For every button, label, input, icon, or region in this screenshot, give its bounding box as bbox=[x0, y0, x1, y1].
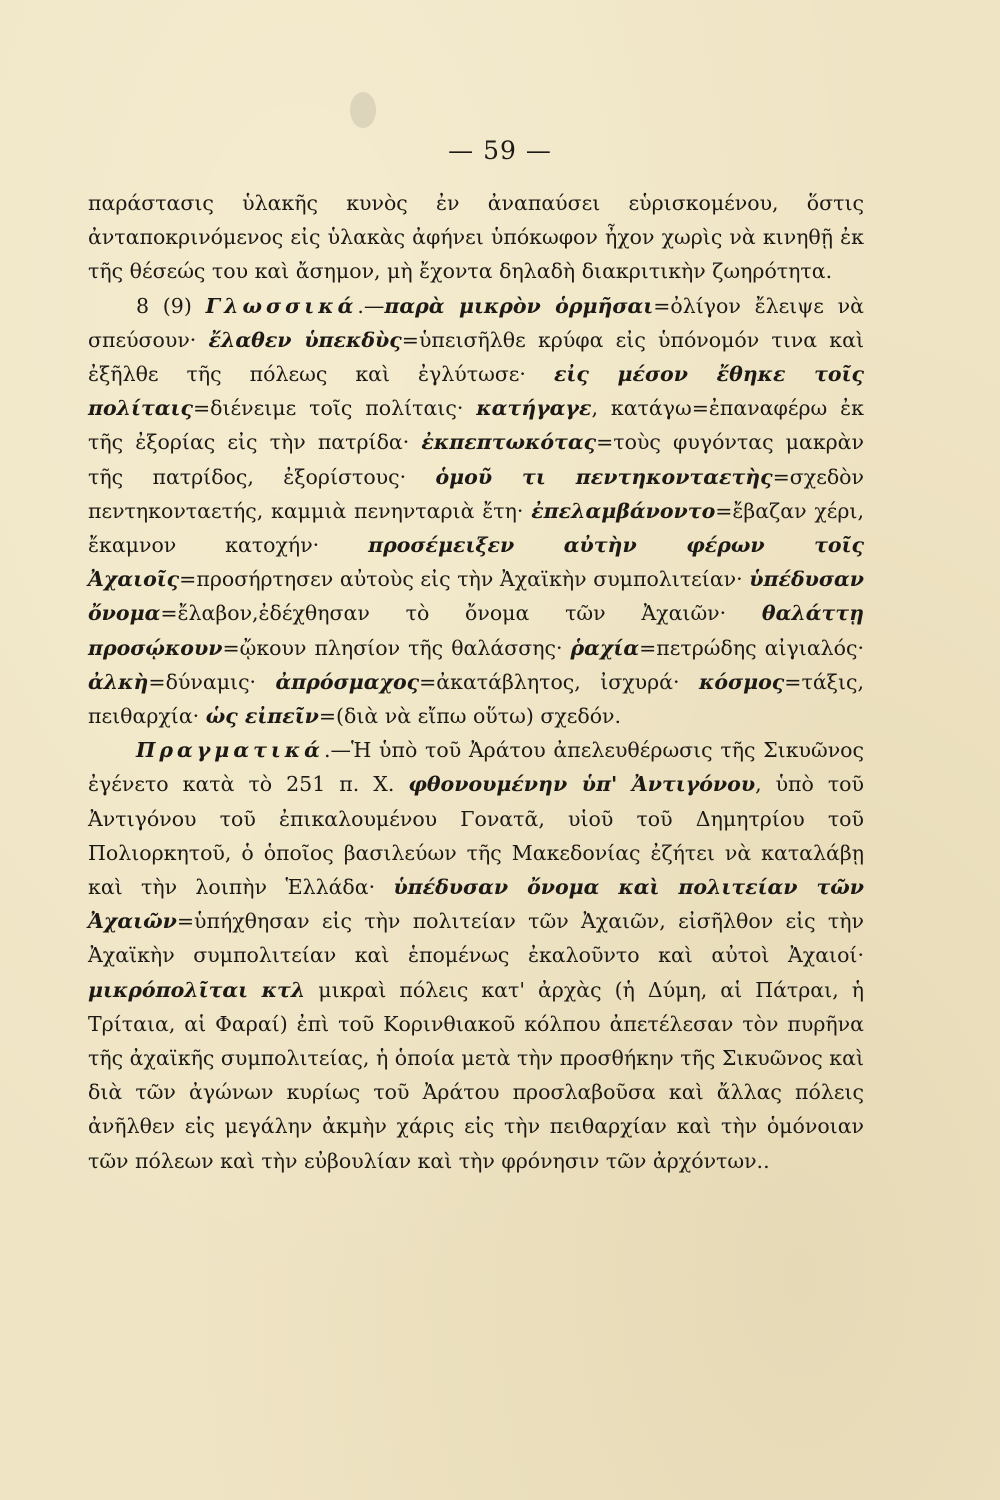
text-run: .—Ἡ ὑπὸ τοῦ Ἀράτου ἀπελευθέρωσις τῆς Σικυῶνος ἐγένετο κατὰ τὸ 251 π. Χ. bbox=[88, 738, 864, 797]
paragraph bbox=[88, 289, 864, 734]
text-run: , ὑπὸ τοῦ Ἀντιγόνου τοῦ ἐπικαλουμένου Γονατᾶ, υἱοῦ τοῦ Δημητρίου τοῦ Πολιορκητοῦ, ὁ ὁποῖος βασιλεύων τῆς Μακεδονίας ἐζήτει νὰ καταλάβῃ καὶ τὴν λοιπὴν Ἑλλάδα· bbox=[88, 772, 864, 900]
bold-term: κόσμος bbox=[698, 669, 785, 694]
text-run: =δύναμις· bbox=[148, 669, 276, 694]
bold-term: κατήγαγε bbox=[476, 396, 592, 421]
text-run: 8 (9) bbox=[136, 293, 206, 318]
text-run: =ὀλίγον ἔλειψε νὰ σπεύσουν· bbox=[88, 293, 864, 352]
bold-term: φθονουμένην ὑπ' Ἀντιγόνου bbox=[408, 772, 756, 797]
text-run: =ὑπήχθησαν εἰς τὴν πολιτείαν τῶν Ἀχαιῶν, εἰσῆλθον εἰς τὴν Ἀχαϊκὴν συμπολιτείαν καὶ ἑπομένως ἐκαλοῦντο καὶ αὐτοὶ Ἀχαιοί· bbox=[88, 909, 864, 968]
bold-term: Γλωσσικά bbox=[205, 293, 358, 318]
bold-term: θαλάττῃ προσῴκουν bbox=[88, 601, 864, 660]
bold-term: εἰς μέσον ἔθηκε τοῖς πολίταις bbox=[88, 362, 864, 421]
text-run: .— bbox=[357, 293, 385, 318]
paragraph bbox=[88, 186, 864, 289]
bold-term: ἐκπεπτωκότας bbox=[421, 430, 597, 455]
bold-term: ἀλκὴ bbox=[88, 669, 149, 694]
bold-term: Πραγματικά bbox=[136, 738, 324, 763]
paper-stain bbox=[350, 92, 376, 128]
bold-term: ὁμοῦ τι πεντηκονταετὴς bbox=[435, 464, 773, 489]
bold-term: ἔλαθεν ὑπεκδὺς bbox=[208, 327, 402, 352]
bold-term: ἐπελαμβάνοντο bbox=[531, 498, 716, 523]
text-run: =προσήρτησεν αὐτοὺς εἰς τὴν Ἀχαϊκὴν συμπολιτείαν· bbox=[179, 567, 750, 592]
bold-term: ὑπέδυσαν ὄνομα καὶ πολιτείαν τῶν Ἀχαιῶν bbox=[88, 875, 864, 934]
text-run: =ἔλαβον,ἐδέχθησαν τὸ ὄνομα τῶν Ἀχαιῶν· bbox=[160, 601, 762, 626]
bold-term: ὡς εἰπεῖν bbox=[205, 704, 319, 729]
bold-term: ὑπέδυσαν ὄνομα bbox=[88, 567, 864, 626]
bold-term: ῥαχία bbox=[570, 635, 640, 660]
page-body-text bbox=[88, 186, 864, 1178]
text-run: =ἔβαζαν χέρι, ἔκαμνον κατοχήν· bbox=[88, 498, 864, 558]
text-run: =πετρώδης αἰγιαλός· bbox=[639, 635, 864, 660]
paragraph bbox=[88, 733, 864, 1178]
text-run: =ἀκατάβλητος, ἰσχυρά· bbox=[419, 669, 699, 694]
text-run: , κατάγω=ἐπαναφέρω ἐκ τῆς ἐξορίας εἰς τὴν πατρίδα· bbox=[88, 396, 864, 455]
text-run: =τάξις, πειθαρχία· bbox=[88, 669, 864, 729]
text-run: =ὑπεισῆλθε κρύφα εἰς ὑπόνομόν τινα καὶ ἐξῆλθε τῆς πόλεως καὶ ἐγλύτωσε· bbox=[88, 327, 865, 387]
text-run: =διένειμε τοῖς πολίταις· bbox=[192, 396, 477, 421]
text-run: =(διὰ νὰ εἴπω οὕτω) σχεδόν. bbox=[318, 704, 622, 729]
page-number: — 59 — bbox=[448, 136, 552, 165]
bold-term: ἀπρόσμαχος bbox=[275, 669, 420, 694]
bold-term: παρὰ μικρὸν ὁρμῆσαι bbox=[384, 293, 654, 318]
bold-term: μικρόπολῖται κτλ bbox=[88, 977, 306, 1002]
text-run: =ᾤκουν πλησίον τῆς θαλάσσης· bbox=[222, 635, 571, 660]
text-run: =τοὺς φυγόντας μακρὰν τῆς πατρίδος, ἐξορίστους· bbox=[88, 430, 864, 489]
text-run: παράστασις ὑλακῆς κυνὸς ἐν ἀναπαύσει εὑρισκομένου, ὅστις ἀνταποκρινόμενος εἰς ὑλακὰς ἀφήνει ὑπόκωφον ἦχον χωρὶς νὰ κινηθῇ ἐκ τῆς θέσεώς του καὶ ἄσημον, μὴ ἔχοντα δηλαδὴ διακριτικὴν ζωηρότητα. bbox=[88, 191, 864, 284]
text-run: =σχεδὸν πεντηκονταετής, καμμιὰ πενηνταριὰ ἔτη· bbox=[88, 464, 864, 523]
text-run: μικραὶ πόλεις κατ' ἀρχὰς (ἡ Δύμη, αἱ Πάτραι, ἡ Τρίταια, αἱ Φαραί) ἐπὶ τοῦ Κορινθιακοῦ κόλπου ἀπετέλεσαν τὸν πυρῆνα τῆς ἀχαϊκῆς συμπολιτείας, ἡ ὁποία μετὰ τὴν προσθήκην τῆς Σικυῶνος καὶ διὰ τῶν ἀγώνων κυρίως τοῦ Ἀράτου προσλαβοῦσα καὶ ἄλλας πόλεις ἀνῆλθεν εἰς μεγάλην ἀκμὴν χάρις εἰς τὴν πειθαρχίαν καὶ τὴν ὁμόνοιαν τῶν πόλεων καὶ τὴν εὐβουλίαν καὶ τὴν φρόνησιν τῶν ἀρχόντων.. bbox=[88, 977, 864, 1173]
bold-term: προσέμειξεν αὐτὴν φέρων τοῖς Ἀχαιοῖς bbox=[88, 533, 864, 592]
